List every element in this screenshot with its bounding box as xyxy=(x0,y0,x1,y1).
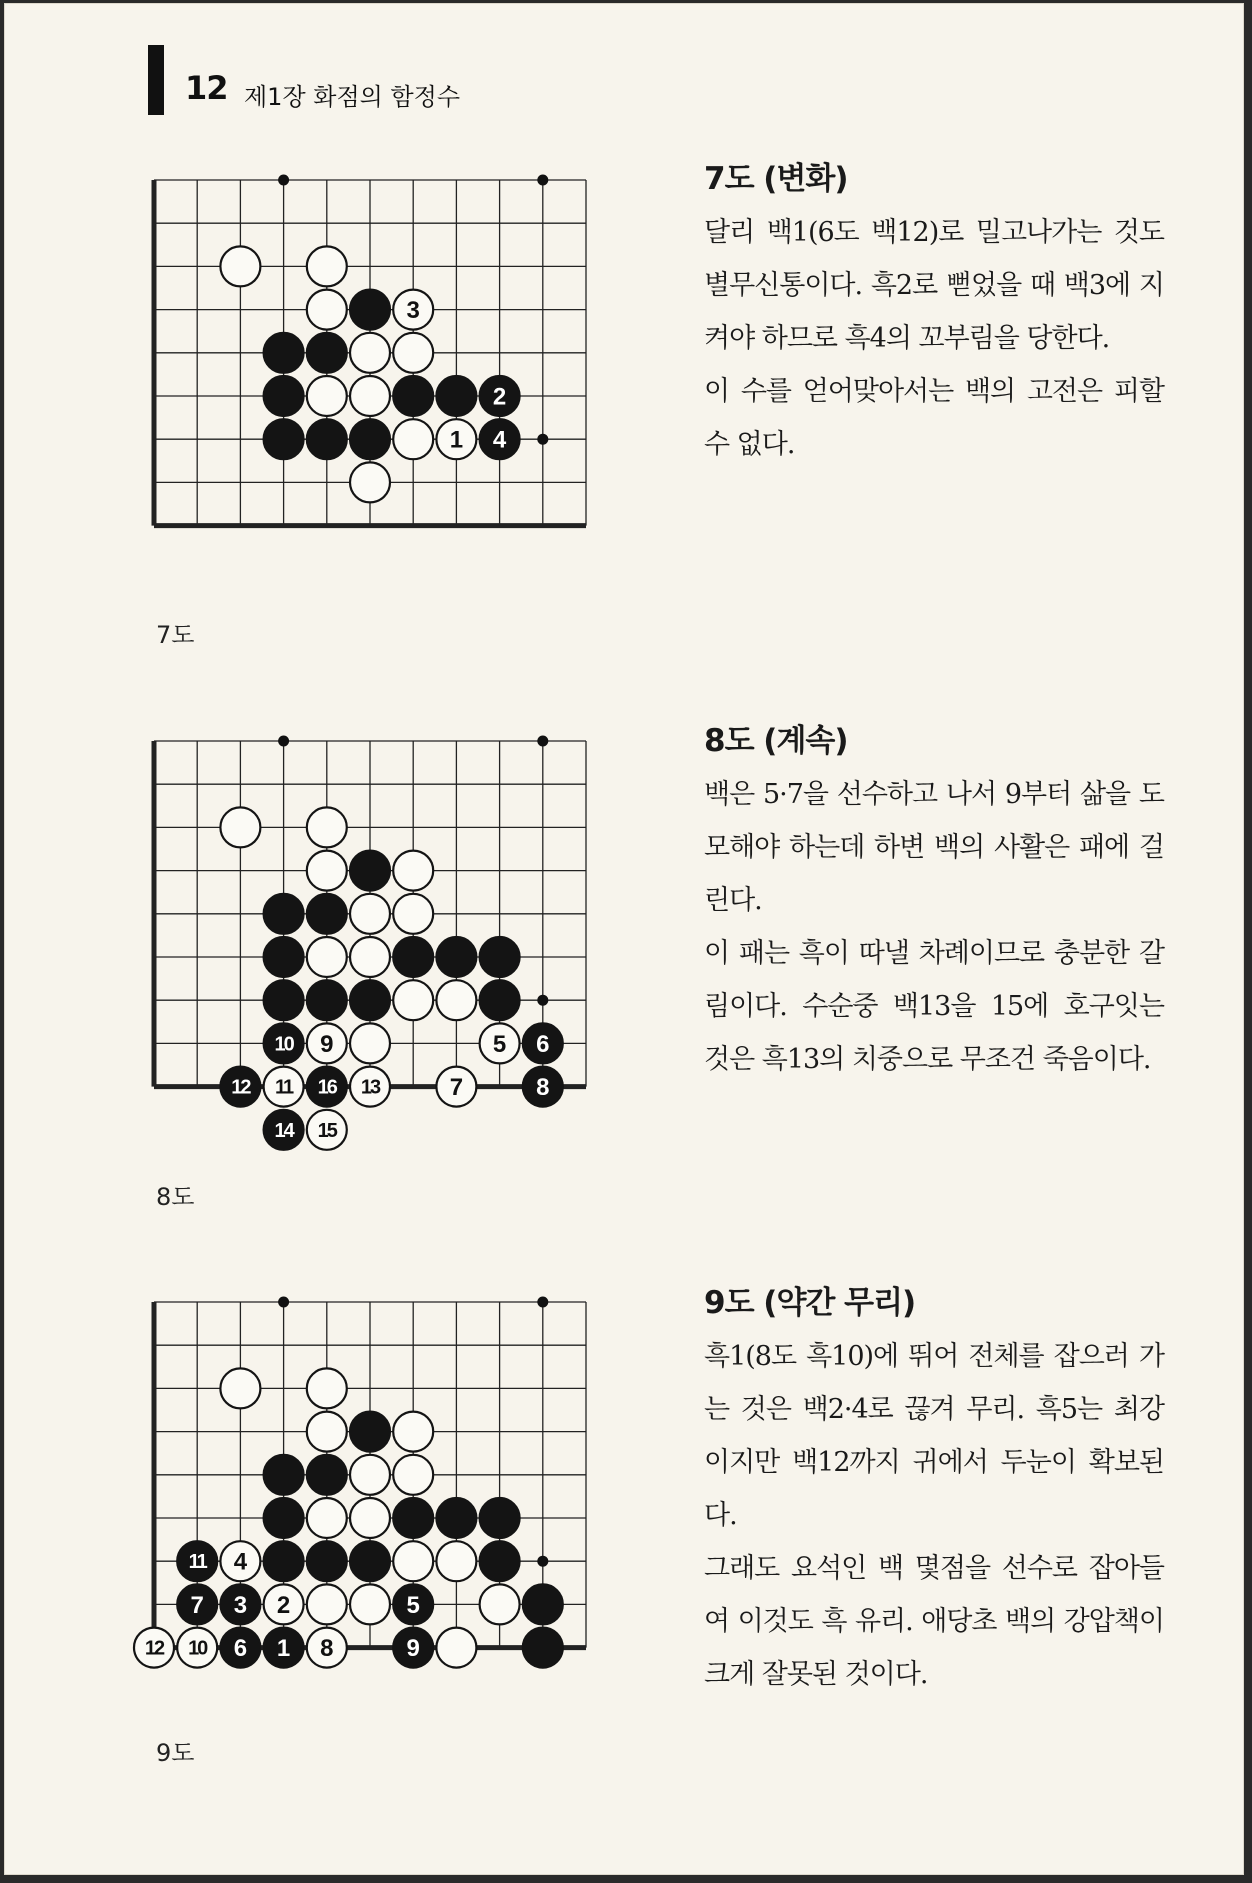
white-stone xyxy=(307,1412,347,1452)
white-stone xyxy=(350,937,390,977)
move-number: 9 xyxy=(320,1030,334,1058)
star-point xyxy=(278,1297,289,1308)
black-stone xyxy=(350,419,390,459)
black-stone xyxy=(350,851,390,891)
commentary-8-paragraph-2: 이 패는 흑이 따낼 차례이므로 충분한 갈림이다. 수순중 백13을 15에 호구잇는 것은 흑13의 치중으로 무조건 죽음이다. xyxy=(704,938,1164,1075)
commentary-7 xyxy=(704,153,1164,471)
black-stone xyxy=(523,1584,563,1624)
white-stone xyxy=(350,1455,390,1495)
black-stone xyxy=(436,937,476,977)
move-number: 3 xyxy=(233,1591,248,1619)
white-stone xyxy=(393,851,433,891)
white-stone xyxy=(220,1368,260,1408)
white-stone xyxy=(350,376,390,416)
white-stone xyxy=(307,937,347,977)
white-stone xyxy=(393,333,433,373)
move-number: 15 xyxy=(317,1119,336,1142)
move-number: 12 xyxy=(231,1076,250,1099)
diagram-7-caption: 7도 xyxy=(156,621,195,649)
go-board-diagram-9 xyxy=(134,1282,674,1722)
black-stone xyxy=(523,1628,563,1668)
header-bar xyxy=(148,45,164,115)
black-stone xyxy=(307,1455,347,1495)
move-number: 14 xyxy=(274,1119,293,1142)
move-number: 5 xyxy=(492,1030,507,1058)
star-point xyxy=(537,434,548,445)
commentary-7-paragraph-1: 달리 백1(6도 백12)로 밀고나가는 것도 별무신통이다. 흑2로 뻗었을 때 백3에 지켜야 하므로 흑4의 꼬부림을 당한다. xyxy=(704,217,1164,354)
black-stone xyxy=(264,333,304,373)
white-stone xyxy=(220,246,260,286)
book-page xyxy=(4,3,1244,1875)
move-number: 3 xyxy=(406,297,420,325)
white-stone xyxy=(307,246,347,286)
black-stone xyxy=(350,290,390,330)
star-point xyxy=(278,736,289,747)
move-number: 4 xyxy=(233,1548,248,1576)
black-stone xyxy=(264,419,304,459)
white-stone xyxy=(393,1455,433,1495)
page-number: 12 xyxy=(185,69,228,107)
black-stone xyxy=(264,894,304,934)
black-stone xyxy=(307,419,347,459)
white-stone xyxy=(350,462,390,502)
commentary-9-paragraph-1: 흑1(8도 흑10)에 뛰어 전체를 잡으러 가는 것은 백2·4로 끊겨 무리. 흑5는 최강이지만 백12까지 귀에서 두눈이 확보된다. xyxy=(704,1341,1164,1531)
move-number: 1 xyxy=(449,426,464,454)
black-stone xyxy=(307,333,347,373)
white-stone xyxy=(350,894,390,934)
black-stone xyxy=(264,1498,304,1538)
black-stone xyxy=(436,1498,476,1538)
white-stone xyxy=(480,1584,520,1624)
black-stone xyxy=(264,980,304,1020)
black-stone xyxy=(393,1498,433,1538)
star-point xyxy=(537,995,548,1006)
commentary-7-paragraph-2: 이 수를 얻어맞아서는 백의 고전은 피할 수 없다. xyxy=(704,376,1164,460)
black-stone xyxy=(264,1541,304,1581)
white-stone xyxy=(307,851,347,891)
white-stone xyxy=(307,290,347,330)
move-number: 10 xyxy=(188,1637,207,1660)
move-number: 5 xyxy=(406,1591,420,1619)
move-number: 10 xyxy=(274,1033,293,1056)
white-stone xyxy=(307,807,347,847)
black-stone xyxy=(307,1541,347,1581)
move-number: 7 xyxy=(449,1074,464,1102)
white-stone xyxy=(393,1412,433,1452)
diagram-9-caption: 9도 xyxy=(156,1739,195,1767)
black-stone xyxy=(480,937,520,977)
black-stone xyxy=(480,1541,520,1581)
go-board-diagram-8 xyxy=(134,721,674,1161)
move-number: 11 xyxy=(188,1551,206,1574)
move-number: 8 xyxy=(536,1074,550,1102)
commentary-8 xyxy=(704,715,1164,1086)
move-number: 16 xyxy=(317,1076,336,1099)
star-point xyxy=(537,1297,548,1308)
star-point xyxy=(537,175,548,186)
white-stone xyxy=(436,1628,476,1668)
black-stone xyxy=(307,894,347,934)
move-number: 13 xyxy=(360,1076,380,1099)
commentary-9 xyxy=(704,1277,1164,1701)
white-stone xyxy=(350,333,390,373)
move-number: 11 xyxy=(275,1076,293,1099)
chapter-title: 제1장 화점의 함정수 xyxy=(244,83,460,111)
white-stone xyxy=(350,1023,390,1063)
white-stone xyxy=(350,1584,390,1624)
white-stone xyxy=(220,807,260,847)
black-stone xyxy=(350,1412,390,1452)
white-stone xyxy=(307,1368,347,1408)
black-stone xyxy=(393,937,433,977)
move-number: 2 xyxy=(276,1591,291,1619)
white-stone xyxy=(307,1584,347,1624)
white-stone xyxy=(436,980,476,1020)
move-number: 7 xyxy=(190,1591,204,1619)
black-stone xyxy=(480,1498,520,1538)
white-stone xyxy=(350,1498,390,1538)
move-number: 2 xyxy=(492,383,507,411)
move-number: 6 xyxy=(536,1030,550,1058)
commentary-8-heading: 8도 (계속) xyxy=(704,723,848,759)
go-board-diagram-7 xyxy=(134,160,674,600)
star-point xyxy=(278,175,289,186)
white-stone xyxy=(393,419,433,459)
black-stone xyxy=(264,1455,304,1495)
white-stone xyxy=(393,980,433,1020)
white-stone xyxy=(307,376,347,416)
white-stone xyxy=(393,1541,433,1581)
commentary-9-paragraph-2: 그래도 요석인 백 몇점을 선수로 잡아들여 이것도 흑 유리. 애당초 백의 강압책이 크게 잘못된 것이다. xyxy=(704,1553,1164,1690)
white-stone xyxy=(436,1541,476,1581)
black-stone xyxy=(480,980,520,1020)
move-number: 1 xyxy=(276,1635,291,1663)
move-number: 9 xyxy=(406,1635,420,1663)
star-point xyxy=(537,1556,548,1567)
commentary-8-paragraph-1: 백은 5·7을 선수하고 나서 9부터 삶을 도모해야 하는데 하변 백의 사활은 패에 걸린다. xyxy=(704,779,1164,916)
diagram-8-caption: 8도 xyxy=(156,1183,195,1211)
black-stone xyxy=(350,980,390,1020)
move-number: 8 xyxy=(320,1635,334,1663)
commentary-7-heading: 7도 (변화) xyxy=(704,161,848,197)
commentary-9-heading: 9도 (약간 무리) xyxy=(704,1285,916,1321)
white-stone xyxy=(307,1498,347,1538)
move-number: 12 xyxy=(144,1637,164,1660)
star-point xyxy=(537,736,548,747)
black-stone xyxy=(264,376,304,416)
white-stone xyxy=(393,894,433,934)
black-stone xyxy=(393,376,433,416)
black-stone xyxy=(264,937,304,977)
black-stone xyxy=(436,376,476,416)
black-stone xyxy=(350,1541,390,1581)
move-number: 4 xyxy=(492,426,507,454)
move-number: 6 xyxy=(233,1635,248,1663)
black-stone xyxy=(307,980,347,1020)
